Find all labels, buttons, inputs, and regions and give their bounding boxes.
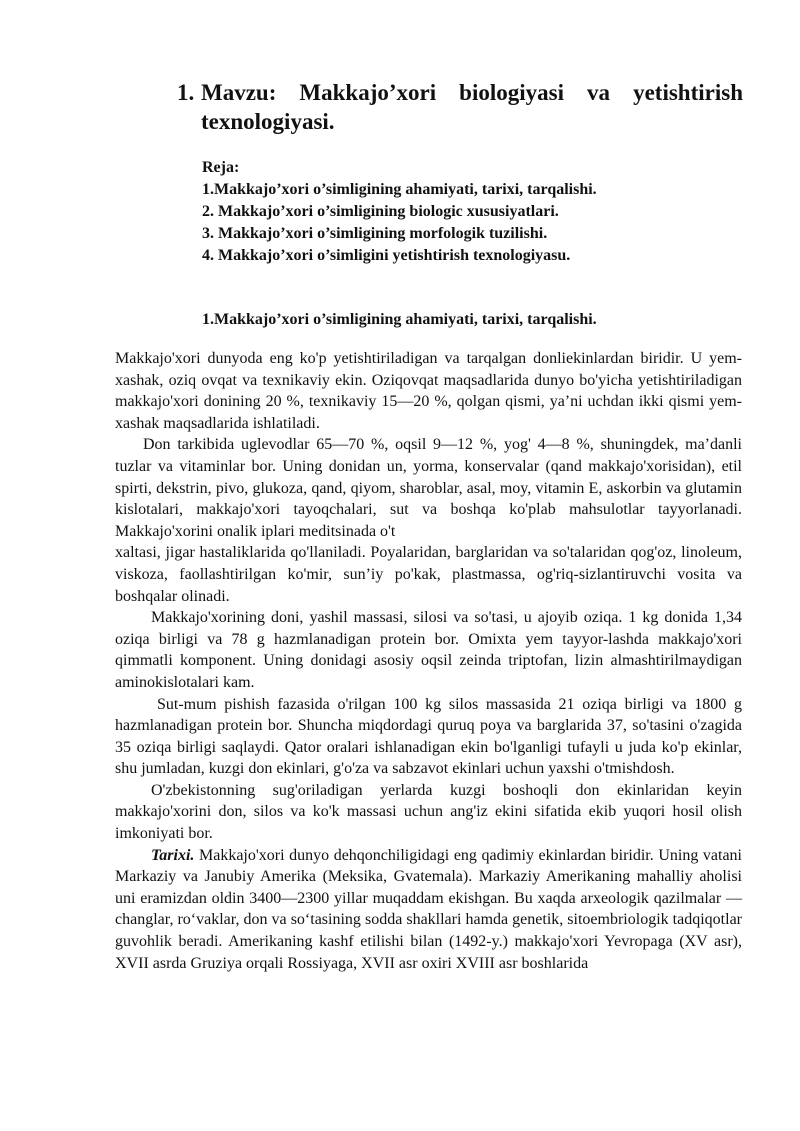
term-label: Tarixi.: [151, 846, 195, 864]
paragraph-text: Makkajo'xori dunyo dehqonchiligidagi eng qadimiy ekinlardan biridir. Uning vatani Markaziy va Janubiy Amerika (Meksika, Gvatemala). Markaziy Amerikaning mahalliy aholisi uni eramizdan oldin 3400—2300 yillar muqaddam ekishgan. Bu xaqda arxeologik qazilmalar — changlar, ro‘vaklar, don va so‘tasining sodda shakllari hamda genetik, sitoembriologik tadqiqotlar guvohlik beradi. Amerikaning kashf etilishi bilan (1492-y.) makkajo'xori Yevropaga (XV asr), XVII asrda Gruziya orqali Rossiyaga, XVII asr oxiri XVIII asr boshlarida: [115, 846, 742, 972]
section-heading: 1.Makkajo’xori o’simligining ahamiyati, tarixi, tarqalishi.: [202, 311, 597, 328]
plan-item: 2. Makkajo’xori o’simligining biologic xususiyatlari.: [202, 203, 559, 220]
title-number: 1.: [177, 80, 195, 105]
paragraph: Sut-mum pishish fazasida o'rilgan 100 kg silos massasida 21 oziqa birligi va 1800 g hazmlanadigan protein bor. Shuncha miqdordagi quruq poya va barglarida 37, so'tasini o'zagida 35 oziqa birligi saqlaydi. Qator oralari ishlanadigan ekin bo'lganligi tufayli u juda ko'p ekinlar, shu jumladan, kuzgi don ekinlari, g'o'za va sabzavot ekinlari uchun yaxshi o'tmishdosh.: [115, 695, 742, 778]
document-title: [177, 78, 743, 136]
plan-heading: Reja:: [202, 159, 240, 176]
plan-list: [202, 157, 742, 267]
paragraph: xaltasi, jigar hastaliklarida qo'llaniladi. Poyalaridan, barglaridan va so'talaridan qog'oz, linoleum, viskoza, faollashtirilgan ko'mir, sun’iy po'kak, plastmassa, og'riq-sizlantiruvchi vosita va boshqalar olinadi.: [115, 544, 742, 605]
document-title-block: [177, 78, 743, 136]
paragraph: Makkajo'xori dunyoda eng ko'p yetishtiriladigan va tarqalgan donliekinlardan biridir. U yem-xashak, oziq ovqat va texnikaviy ekin. Oziqovqat maqsadlarida dunyo bo'yicha yetishtiriladigan makkajo'xori donining 20 %, texnikaviy 15—20 %, qolgan qismi, ya’ni uchdan ikki qismi yem-xashak maqsadlarida ishlatiladi.: [115, 350, 742, 432]
paragraph: O'zbekistonning sug'oriladigan yerlarda kuzgi boshoqli don ekinlaridan keyin makkajo'xorini don, silos va ko'k massasi uchun ang'iz ekini sifatida ekib yuqori hosil olish imkoniyati bor.: [115, 781, 742, 843]
plan-item: 1.Makkajo’xori o’simligining ahamiyati, tarixi, tarqalishi.: [202, 181, 597, 198]
plan-item: 4. Makkajo’xori o’simligini yetishtirish texnologiyasu.: [202, 247, 571, 264]
paragraph: Don tarkibida uglevodlar 65—70 %, oqsil 9—12 %, yog' 4—8 %, shuningdek, ma’danli tuzlar va vitaminlar bor. Uning donidan un, yorma, konservalar (qand makkajo'xorisidan), etil spirti, dekstrin, pivo, glukoza, qand, qiyom, sharoblar, asal, moy, vitamin E, askorbin va glutamin kislotalari, makkajo'xori tayoqchalari, sut va boshqa ko'plab mahsulotlar tayyorlanadi. Makkajo'xorini onalik iplari meditsinada o't: [115, 436, 742, 540]
body-text: [115, 348, 742, 974]
paragraph: [115, 845, 742, 975]
plan-item: 3. Makkajo’xori o’simligining morfologik tuzilishi.: [202, 225, 548, 242]
title-text: Mavzu: Makkajo’xori biologiyasi va yetishtirish texnologiyasi.: [201, 80, 743, 134]
paragraph: Makkajo'xorining doni, yashil massasi, silosi va so'tasi, u ajoyib oziqa. 1 kg donida 1,34 oziqa birligi va 78 g hazmlanadigan protein bor. Omixta yem tayyor-lashda makkajo'xori qimmatli komponent. Uning donidagi asosiy oqsil zeinda triptofan, lizin almashtirilmaydigan aminokislotalari kam.: [115, 609, 742, 691]
